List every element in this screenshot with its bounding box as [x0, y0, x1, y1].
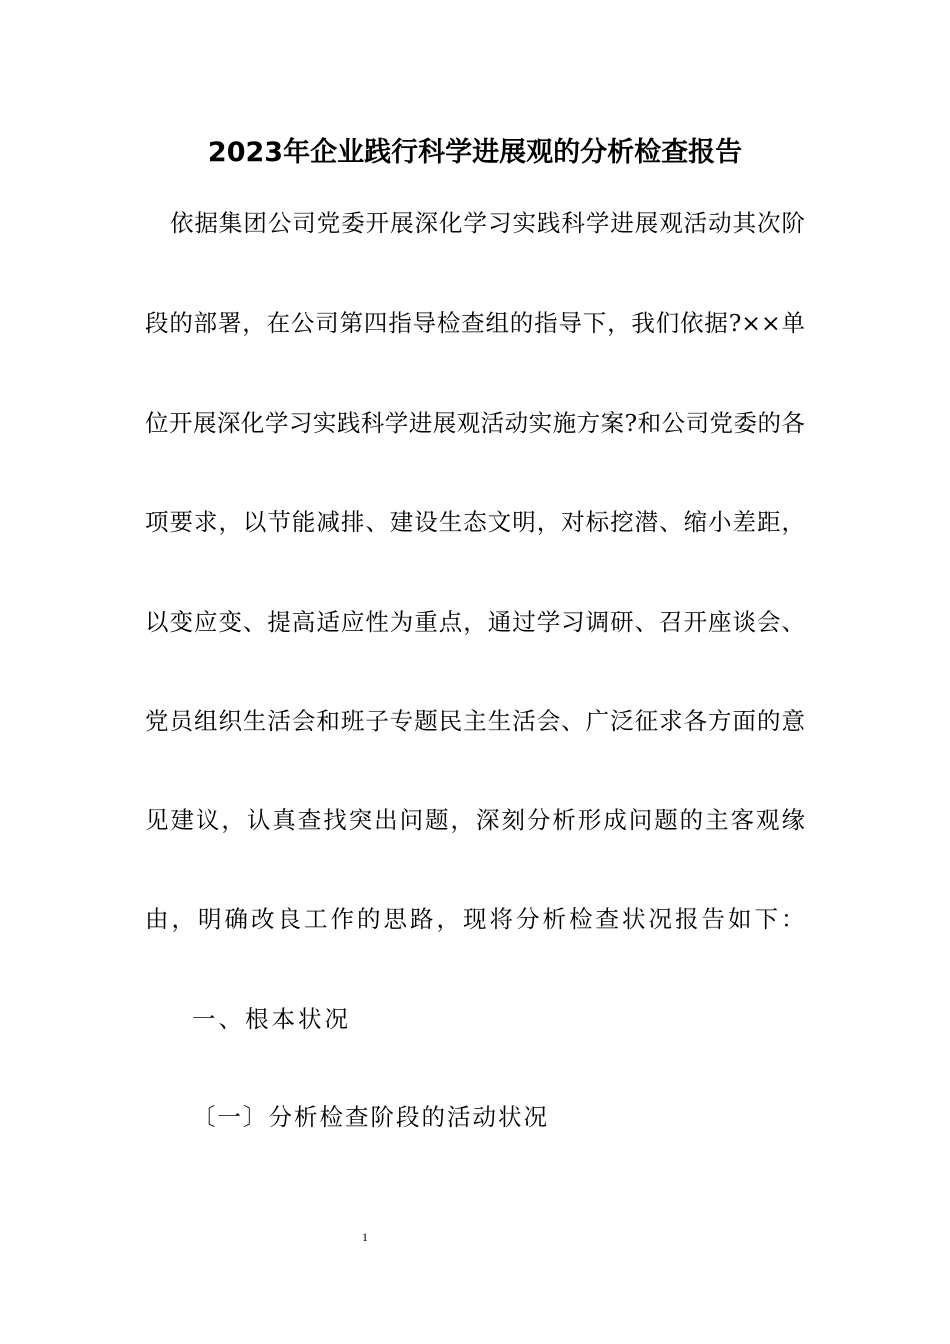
body-line-8: 由，明确改良工作的思路，现将分析检查状况报告如下：: [145, 905, 808, 933]
subsection-heading: 〔一〕分析检查阶段的活动状况: [192, 1103, 549, 1131]
document-title: 2023年企业践行科学进展观的分析检查报告: [207, 137, 743, 168]
body-line-1: 依据集团公司党委开展深化学习实践科学进展观活动其次阶: [170, 209, 805, 237]
body-line-3: 位开展深化学习实践科学进展观活动实施方案?和公司党委的各: [145, 409, 805, 437]
section-heading: 一、根本状况: [192, 1005, 351, 1033]
page-number: 1: [362, 1230, 368, 1244]
body-line-7: 见建议，认真查找突出问题，深刻分析形成问题的主客观缘: [145, 806, 805, 834]
body-line-5: 以变应变、提高适应性为重点，通过学习调研、召开座谈会、: [145, 608, 805, 636]
body-line-4: 项要求，以节能减排、建设生态文明，对标挖潜、缩小差距，: [145, 508, 805, 536]
body-line-2: 段的部署，在公司第四指导检查组的指导下，我们依据?××单: [145, 309, 805, 337]
body-line-6: 党员组织生活会和班子专题民主生活会、广泛征求各方面的意: [145, 707, 805, 735]
